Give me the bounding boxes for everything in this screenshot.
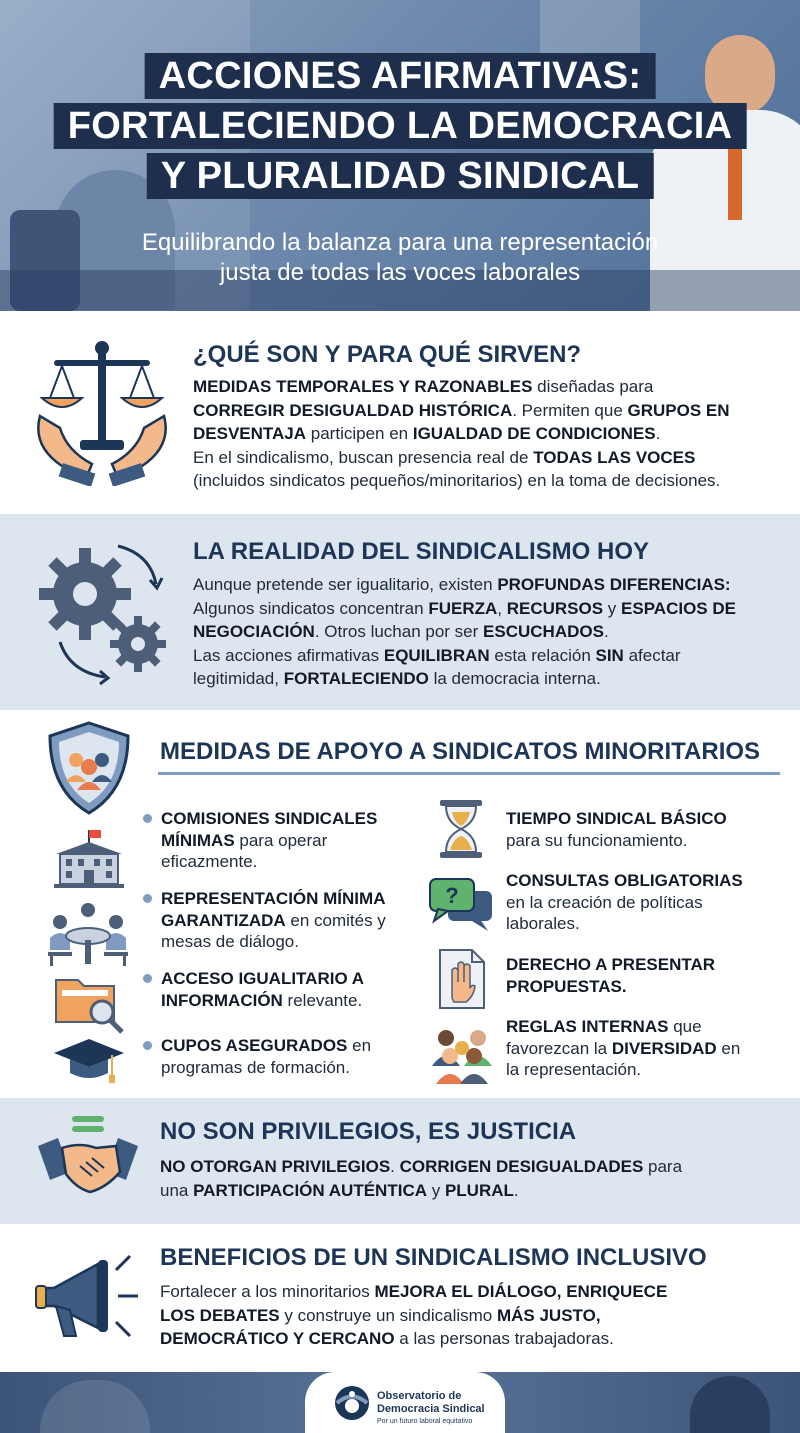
text: Aunque pretende ser igualitario, existen — [193, 575, 498, 594]
scales-of-justice-hands-icon — [32, 336, 172, 486]
text-line — [506, 1016, 786, 1038]
text: Las acciones afirmativas — [193, 645, 384, 665]
text: y construye un sindicalismo — [279, 1305, 497, 1325]
section-justicia — [0, 1098, 800, 1224]
bold-text: FORTALECIENDO — [283, 669, 429, 688]
bold-text: MEDIDAS TEMPORALES Y RAZONABLES — [193, 377, 533, 396]
section-title-underline — [158, 772, 780, 775]
text: Algunos sindicatos concentran — [193, 598, 429, 618]
bold-text: LOS DEBATES — [160, 1305, 280, 1325]
bold-text: ACCESO IGUALITARIO A — [161, 969, 365, 988]
bold-text: GRUPOS EN — [627, 400, 730, 420]
support-measure-item — [161, 808, 441, 873]
bold-text: DESVENTAJA — [193, 424, 307, 443]
bold-text: PLURAL — [444, 1180, 514, 1200]
support-measure-item — [506, 1016, 786, 1081]
bold-text: TIEMPO SINDICAL BÁSICO — [506, 809, 727, 828]
bold-text: MEJORA EL DIÁLOGO, ENRIQUECE — [374, 1282, 668, 1301]
text: . Otros luchan por ser — [314, 622, 484, 641]
support-measure-item — [161, 968, 441, 1011]
text-line — [161, 968, 441, 990]
background-window-right — [540, 0, 640, 60]
bold-text: SIN — [595, 645, 624, 665]
text: . — [390, 1157, 400, 1176]
header-banner — [0, 0, 800, 311]
text: para su funcionamiento. — [506, 830, 688, 850]
support-measure-item — [161, 1035, 441, 1078]
footer-decor-right — [690, 1376, 770, 1433]
text: mesas de diálogo. — [161, 932, 299, 951]
folder-search-icon — [52, 972, 126, 1034]
section-title-medidas: MEDIDAS DE APOYO A SINDICATOS MINORITARIOS — [160, 738, 761, 765]
list-bullet — [143, 974, 152, 983]
text-line — [160, 1280, 790, 1304]
logo-emblem-icon — [333, 1384, 371, 1422]
text-line — [160, 1304, 790, 1328]
text: y — [427, 1180, 445, 1200]
text-line — [506, 1059, 786, 1081]
bold-text: RECURSOS — [506, 598, 604, 618]
text: En el sindicalismo, buscan presencia real de — [193, 447, 534, 467]
text: y — [603, 598, 622, 618]
bold-text: PROPUESTAS. — [506, 976, 627, 996]
text-line — [161, 990, 441, 1012]
text-line — [161, 931, 441, 953]
text-line — [193, 597, 793, 621]
graduation-cap-icon — [52, 1035, 126, 1089]
list-bullet — [143, 814, 152, 823]
text: la representación. — [506, 1060, 642, 1079]
section-medidas — [0, 710, 800, 1098]
gears-icon — [30, 532, 175, 687]
bold-text: EQUILIBRAN — [383, 645, 490, 665]
text: participen en — [306, 424, 413, 443]
text-line — [506, 808, 786, 830]
text: favorezcan la — [506, 1038, 612, 1058]
bold-text: ESCUCHADOS — [483, 622, 604, 641]
meeting-table-icon — [46, 900, 130, 970]
text-line — [193, 399, 793, 423]
text: afectar — [623, 645, 681, 665]
list-bullet — [143, 1041, 152, 1050]
footer-banner — [0, 1372, 800, 1433]
section-body-que-son — [193, 375, 793, 493]
support-measure-item — [506, 808, 786, 851]
text-line — [161, 830, 441, 852]
support-measure-item — [161, 888, 441, 953]
text: Fortalecer a los minoritarios — [160, 1282, 375, 1301]
bold-text: MÍNIMAS — [161, 830, 235, 850]
text-line — [193, 644, 793, 668]
text-line — [160, 1327, 790, 1351]
text-line — [161, 851, 441, 873]
page-title-line-2: FORTALECIENDO LA DEMOCRACIA — [54, 103, 747, 149]
section-title-realidad: LA REALIDAD DEL SINDICALISMO HOY — [193, 538, 650, 565]
text-line — [506, 913, 786, 935]
text: laborales. — [506, 914, 580, 933]
section-que-son — [0, 311, 800, 514]
support-measure-item — [506, 870, 786, 935]
list-bullet — [143, 894, 152, 903]
text-line — [506, 870, 786, 892]
section-title-beneficios: BENEFICIOS DE UN SINDICALISMO INCLUSIVO — [160, 1244, 707, 1271]
section-title-justicia: NO SON PRIVILEGIOS, ES JUSTICIA — [160, 1118, 577, 1145]
bold-text: TODAS LAS VOCES — [533, 447, 696, 467]
text: legitimidad, — [193, 669, 284, 688]
text-line — [161, 1057, 441, 1079]
megaphone-icon — [34, 1248, 144, 1344]
text-line — [161, 888, 441, 910]
text: en — [347, 1036, 372, 1055]
section-beneficios — [0, 1224, 800, 1372]
bold-text: FUERZA — [428, 598, 498, 618]
logo-tagline: Por un futuro laboral equitativo — [377, 1418, 473, 1425]
text: en la creación de políticas — [506, 892, 703, 912]
text: programas de formación. — [161, 1057, 350, 1077]
text-line — [161, 808, 441, 830]
text: para operar — [234, 830, 328, 850]
text: diseñadas para — [532, 377, 654, 396]
logo-line-2: Democracia Sindical — [377, 1403, 485, 1415]
bold-text: DIVERSIDAD — [611, 1038, 717, 1058]
text-line — [193, 573, 793, 597]
text-line — [506, 892, 786, 914]
text: relevante. — [282, 990, 363, 1010]
text: en — [716, 1038, 741, 1058]
section-realidad — [0, 514, 800, 710]
section-body-justicia — [160, 1155, 790, 1202]
text-line — [506, 976, 786, 998]
text-line — [193, 620, 793, 644]
section-body-beneficios — [160, 1280, 790, 1351]
text-line — [193, 667, 793, 691]
section-body-realidad — [193, 573, 793, 691]
handshake-icon — [36, 1112, 140, 1202]
text-line — [193, 375, 793, 399]
bold-text: NEGOCIACIÓN — [193, 622, 315, 641]
bold-text: ESPACIOS DE — [621, 598, 736, 618]
bold-text: CORRIGEN DESIGUALDADES — [399, 1157, 644, 1176]
text: para — [643, 1157, 683, 1176]
footer-logo — [305, 1372, 505, 1433]
text: . — [655, 424, 661, 443]
bold-text: INFORMACIÓN — [161, 990, 283, 1010]
text: . — [513, 1180, 519, 1200]
text-line — [160, 1155, 790, 1179]
page-subtitle-line-2: justa de todas las voces laborales — [219, 259, 581, 286]
footer-decor-left — [40, 1380, 150, 1433]
bold-text: CUPOS ASEGURADOS — [161, 1036, 348, 1055]
page-subtitle-line-1: Equilibrando la balanza para una representación — [141, 229, 659, 256]
bold-text: MÁS JUSTO, — [496, 1305, 601, 1325]
shield-people-icon — [46, 720, 132, 816]
text: (incluidos sindicatos pequeños/minoritarios) en la toma de decisiones. — [193, 471, 721, 490]
bold-text: CORREGIR DESIGUALDAD HISTÓRICA — [193, 400, 513, 420]
bold-text: REPRESENTACIÓN MÍNIMA — [161, 889, 386, 908]
bold-text: PROFUNDAS DIFERENCIAS: — [497, 575, 731, 594]
page-title-line-3: Y PLURALIDAD SINDICAL — [147, 153, 654, 199]
bold-text: COMISIONES SINDICALES — [161, 809, 378, 828]
text: una — [160, 1180, 194, 1200]
logo-line-1: Observatorio de — [377, 1390, 462, 1402]
text-line — [193, 446, 793, 470]
text-line — [506, 1038, 786, 1060]
text-line — [506, 830, 786, 852]
svg-text:?: ? — [445, 883, 459, 908]
text: la democracia interna. — [428, 669, 601, 688]
bold-text: GARANTIZADA — [161, 910, 286, 930]
text: eficazmente. — [161, 852, 258, 871]
bold-text: PARTICIPACIÓN AUTÉNTICA — [193, 1180, 427, 1200]
text: a las personas trabajadoras. — [394, 1329, 614, 1348]
bold-text: IGUALDAD DE CONDICIONES — [412, 424, 656, 443]
text-line — [161, 1035, 441, 1057]
support-measure-item — [506, 954, 786, 997]
text-line — [193, 469, 793, 493]
raised-hand-document-icon — [436, 948, 488, 1010]
page-title-line-1: ACCIONES AFIRMATIVAS: — [145, 53, 656, 99]
text-line — [506, 954, 786, 976]
text: que — [668, 1017, 702, 1036]
bold-text: CONSULTAS OBLIGATORIAS — [506, 871, 743, 890]
text: . — [603, 622, 609, 641]
text-line — [160, 1179, 790, 1203]
section-title-que-son: ¿QUÉ SON Y PARA QUÉ SIRVEN? — [193, 341, 582, 368]
bold-text: DEMOCRÁTICO Y CERCANO — [160, 1329, 395, 1348]
text-line — [193, 422, 793, 446]
bold-text: NO OTORGAN PRIVILEGIOS — [160, 1157, 391, 1176]
building-icon — [52, 828, 126, 890]
bold-text: DERECHO A PRESENTAR — [506, 955, 716, 974]
text: esta relación — [489, 645, 596, 665]
text: en comités y — [285, 910, 386, 930]
text: , — [497, 598, 507, 618]
text-line — [161, 910, 441, 932]
text: . Permiten que — [512, 400, 628, 420]
bold-text: REGLAS INTERNAS — [506, 1017, 669, 1036]
